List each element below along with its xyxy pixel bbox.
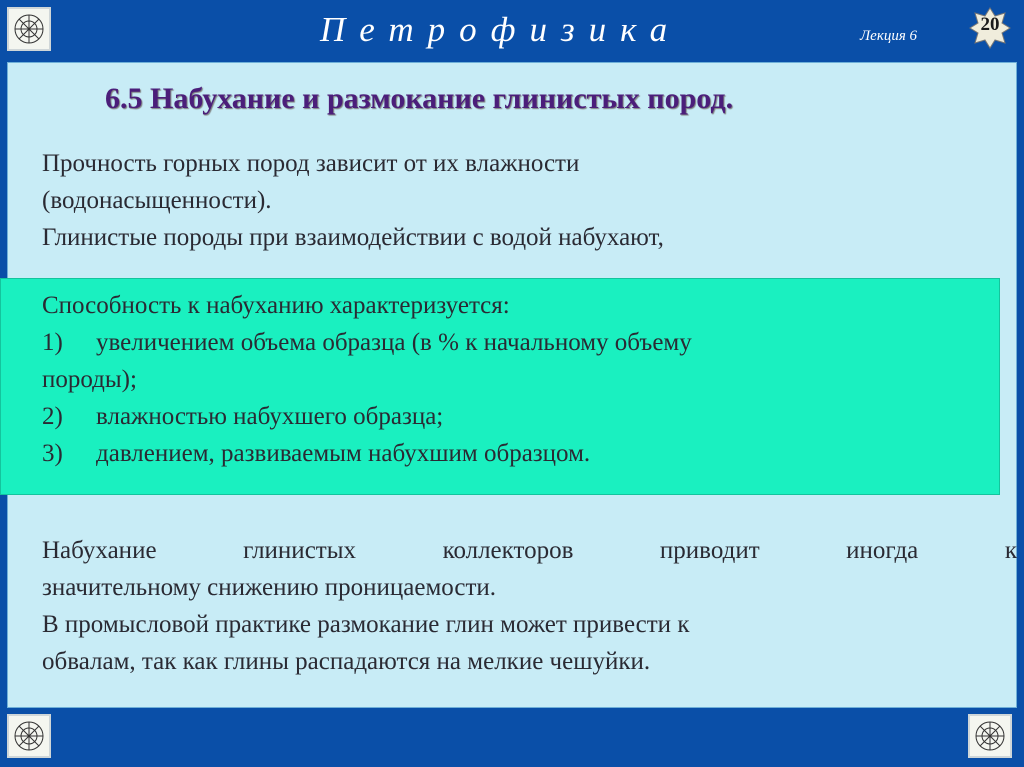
list-item: 1) увеличением объема образца (в % к начальному объему xyxy=(42,329,692,356)
outro-paragraph xyxy=(42,532,1017,680)
presentation-title: Петрофизика xyxy=(320,10,682,49)
list-item: 3) давлением, развиваемым набухшим образцом. xyxy=(42,440,591,467)
intro-line: Глинистые породы при взаимодействии с водой набухают, xyxy=(42,224,664,251)
highlight-lead: Способность к набуханию характеризуется: xyxy=(42,292,510,319)
outro-word: иногда xyxy=(846,537,919,564)
slide-number-badge xyxy=(968,6,1012,50)
intro-paragraph xyxy=(42,145,942,256)
lecture-label: Лекция 6 xyxy=(860,28,918,44)
footer-bar xyxy=(0,708,1024,767)
outro-line: В промысловой практике размокание глин может привести к xyxy=(42,611,690,638)
ornament-bottom-right-icon xyxy=(968,714,1012,758)
outro-line: обвалам, так как глины распадаются на мелкие чешуйки. xyxy=(42,648,651,675)
section-heading: 6.5 Набухание и размокание глинистых пород. xyxy=(105,82,734,115)
slide-number: 20 xyxy=(980,14,1000,35)
list-item-continuation: породы); xyxy=(42,366,137,393)
ornament-bottom-left-icon xyxy=(7,714,51,758)
intro-line: Прочность горных пород зависит от их влажности xyxy=(42,150,580,177)
outro-word: к xyxy=(1004,537,1017,564)
outro-word: Набухание xyxy=(42,537,157,564)
outro-line: значительному снижению проницаемости. xyxy=(42,574,497,601)
outro-justified-line xyxy=(42,532,1017,569)
highlight-box-text xyxy=(42,287,692,472)
outro-word: приводит xyxy=(659,537,760,564)
intro-line: (водонасыщенности). xyxy=(42,187,272,214)
list-item: 2) влажностью набухшего образца; xyxy=(42,403,444,430)
outro-word: коллекторов xyxy=(442,537,574,564)
outro-word: глинистых xyxy=(243,537,357,564)
ornament-top-left-icon xyxy=(7,7,51,51)
